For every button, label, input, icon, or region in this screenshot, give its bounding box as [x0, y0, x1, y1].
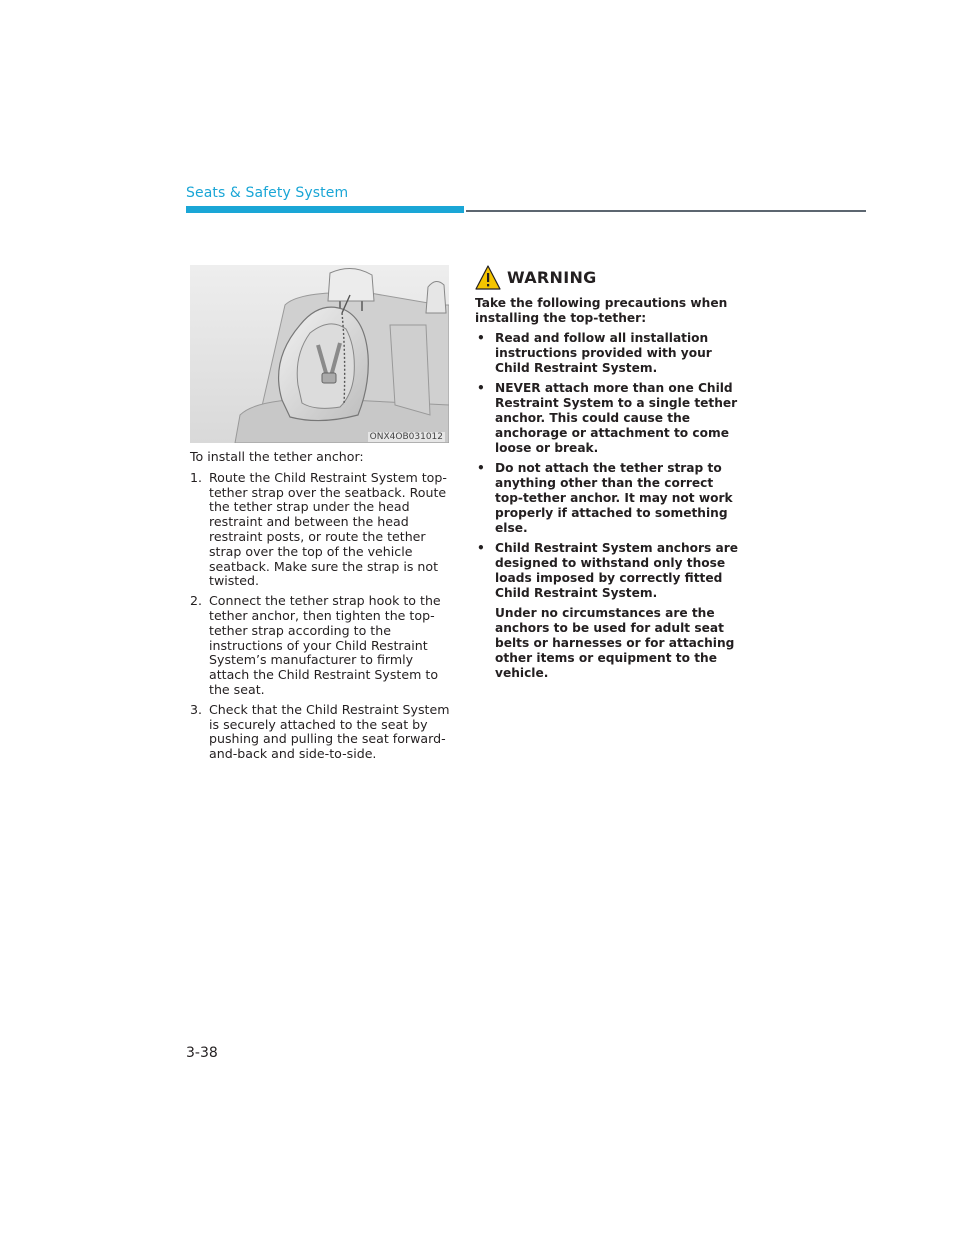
warning-box	[475, 265, 740, 686]
bullet-icon: •	[477, 381, 485, 395]
page-number: 3-38	[186, 1045, 218, 1061]
bullet-body	[495, 541, 740, 681]
header-rule-accent	[186, 206, 464, 213]
figure-code: ONX4OB031012	[369, 432, 443, 442]
list-item	[475, 331, 740, 376]
list-item	[190, 703, 452, 762]
child-seat-figure	[190, 265, 449, 443]
step-text: Check that the Child Restraint System is securely attached to the seat by pushing and pulling the seat forward-and-back and side-to-side.	[209, 701, 450, 762]
bullet-text: Do not attach the tether strap to anything other than the correct top-tether anchor. It may not work properly if attached to something else.	[495, 461, 733, 535]
warning-intro: Take the following precautions when installing the top-tether:	[475, 296, 728, 325]
instructions-intro: To install the tether anchor:	[190, 449, 364, 464]
instructions-column	[190, 450, 452, 767]
step-number: 1.	[190, 469, 203, 485]
bullet-icon: •	[477, 541, 485, 555]
list-item	[475, 461, 740, 536]
bullet-text: NEVER attach more than one Child Restraint System to a single tether anchor. This could cause the anchorage or attachment to come loose or break.	[495, 381, 738, 455]
section-title: Seats & Safety System	[186, 185, 349, 201]
child-seat-illustration	[190, 265, 449, 443]
list-item	[475, 381, 740, 456]
bullet-text: Child Restraint System anchors are designed to withstand only those loads imposed by correctly fitted Child Restraint System.	[495, 541, 739, 600]
step-text: Connect the tether strap hook to the tether anchor, then tighten the top-tether strap according to the instructions of your Child Restraint System’s manufacturer to firmly attach the Child Restraint System to the seat.	[209, 593, 441, 697]
list-item	[475, 541, 740, 681]
bullet-extra-text: Under no circumstances are the anchors to be used for adult seat belts or harnesses or for attaching other items or equipment to the vehicle.	[495, 606, 735, 680]
step-text: Route the Child Restraint System top-tether strap over the seatback. Route the tether strap under the head restraint and between the head restraint posts, or route the tether strap over the top of the vehicle seatback. Make sure the strap is not twisted.	[209, 469, 447, 589]
instruction-steps	[190, 471, 452, 762]
bullet-icon: •	[477, 331, 485, 345]
header-rule	[466, 210, 866, 212]
list-item	[190, 471, 452, 589]
warning-header	[475, 265, 740, 290]
warning-title: WARNING	[507, 268, 597, 287]
warning-triangle-icon	[475, 265, 501, 290]
step-number: 2.	[190, 593, 203, 609]
bullet-text: Read and follow all installation instructions provided with your Child Restraint System.	[495, 331, 712, 375]
bullet-icon: •	[477, 461, 485, 475]
list-item	[190, 594, 452, 698]
warning-list	[475, 331, 740, 681]
step-number: 3.	[190, 701, 203, 717]
